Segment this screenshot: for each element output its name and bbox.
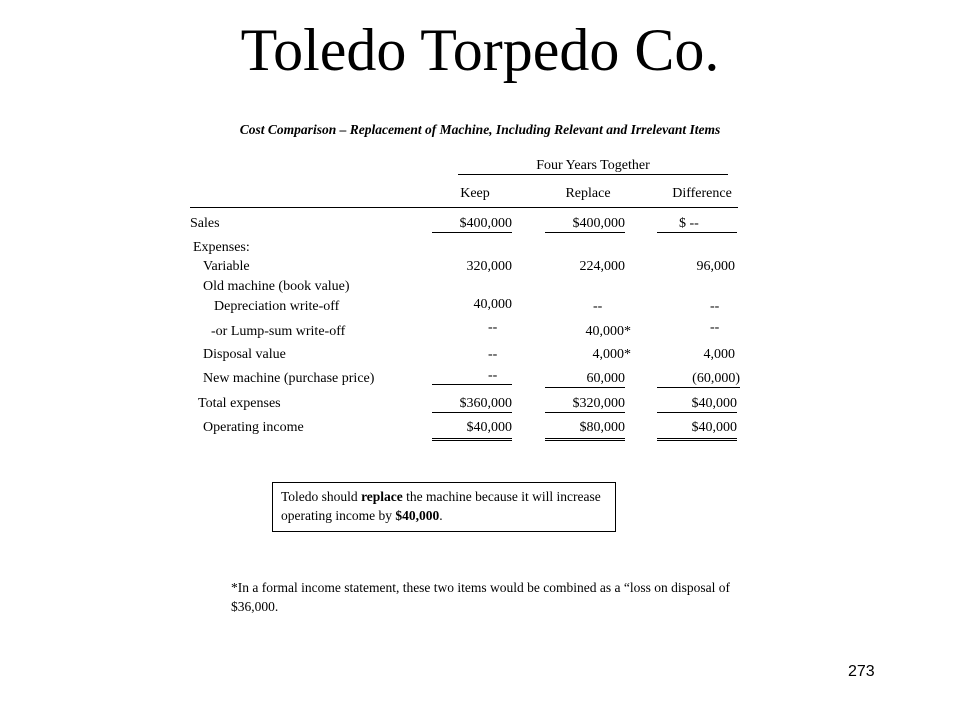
- row-label-operating-income: Operating income: [203, 420, 304, 435]
- cell-variable-difference: 96,000: [696, 259, 735, 274]
- footnote: *In a formal income statement, these two items would be combined as a “loss on disposal of $36,000.: [231, 580, 731, 614]
- cell-new-machine-replace: 60,000: [545, 371, 625, 388]
- cell-variable-replace: 224,000: [579, 259, 625, 274]
- cell-operating-income-replace: $80,000: [545, 420, 625, 441]
- row-label-disposal: Disposal value: [203, 347, 286, 362]
- cell-variable-keep: 320,000: [466, 259, 512, 274]
- row-label-lump-sum: -or Lump-sum write-off: [211, 324, 346, 339]
- cell-total-expenses-replace: $320,000: [545, 396, 625, 413]
- row-label-new-machine: New machine (purchase price): [203, 371, 375, 386]
- cell-operating-income-keep: $40,000: [432, 420, 512, 441]
- cell-lump-sum-difference: --: [710, 320, 720, 335]
- cell-new-machine-difference: (60,000): [657, 371, 740, 388]
- header-rule: [190, 207, 738, 208]
- row-label-old-machine: Old machine (book value): [203, 279, 350, 294]
- recommendation-box: [272, 482, 616, 532]
- cell-operating-income-difference: $40,000: [657, 420, 737, 441]
- table-subtitle: Cost Comparison – Replacement of Machine, Including Relevant and Irrelevant Items: [239, 122, 721, 137]
- header-difference: Difference: [672, 186, 732, 201]
- cell-total-expenses-keep: $360,000: [432, 396, 512, 413]
- note-prefix: Toledo should: [281, 489, 362, 504]
- cell-sales-difference: [657, 216, 737, 233]
- header-group: Four Years Together: [458, 158, 728, 175]
- cell-lump-sum-replace: 40,000*: [585, 324, 631, 339]
- note-bold-word: replace: [361, 489, 403, 504]
- row-label-expenses: Expenses:: [193, 240, 250, 255]
- note-suffix: .: [439, 508, 443, 523]
- cell-depreciation-keep: 40,000: [473, 297, 512, 312]
- cell-sales-replace: $400,000: [545, 216, 625, 233]
- cell-new-machine-keep-text: --: [488, 368, 498, 383]
- cell-depreciation-difference: --: [710, 299, 720, 314]
- cell-disposal-keep: --: [488, 347, 498, 362]
- cell-total-expenses-difference: $40,000: [657, 396, 737, 413]
- header-keep: Keep: [460, 186, 490, 201]
- header-replace: Replace: [565, 186, 611, 201]
- cell-lump-sum-keep: --: [488, 320, 498, 335]
- page-title: Toledo Torpedo Co.: [240, 17, 720, 83]
- cell-depreciation-replace: --: [593, 299, 603, 314]
- note-bold-amount: $40,000: [395, 508, 440, 523]
- cell-disposal-difference: 4,000: [703, 347, 735, 362]
- cell-sales-difference-text: $ --: [679, 216, 699, 231]
- row-label-sales: Sales: [190, 216, 220, 231]
- cell-sales-keep: $400,000: [432, 216, 512, 233]
- note-middle: the machine because it will increase operating income by: [281, 489, 601, 523]
- cell-disposal-replace: 4,000*: [592, 347, 631, 362]
- row-label-variable: Variable: [203, 259, 250, 274]
- cell-new-machine-keep: [432, 368, 512, 385]
- page-number: 273: [848, 663, 875, 680]
- row-label-depreciation: Depreciation write-off: [214, 299, 340, 314]
- row-label-total-expenses: Total expenses: [198, 396, 281, 411]
